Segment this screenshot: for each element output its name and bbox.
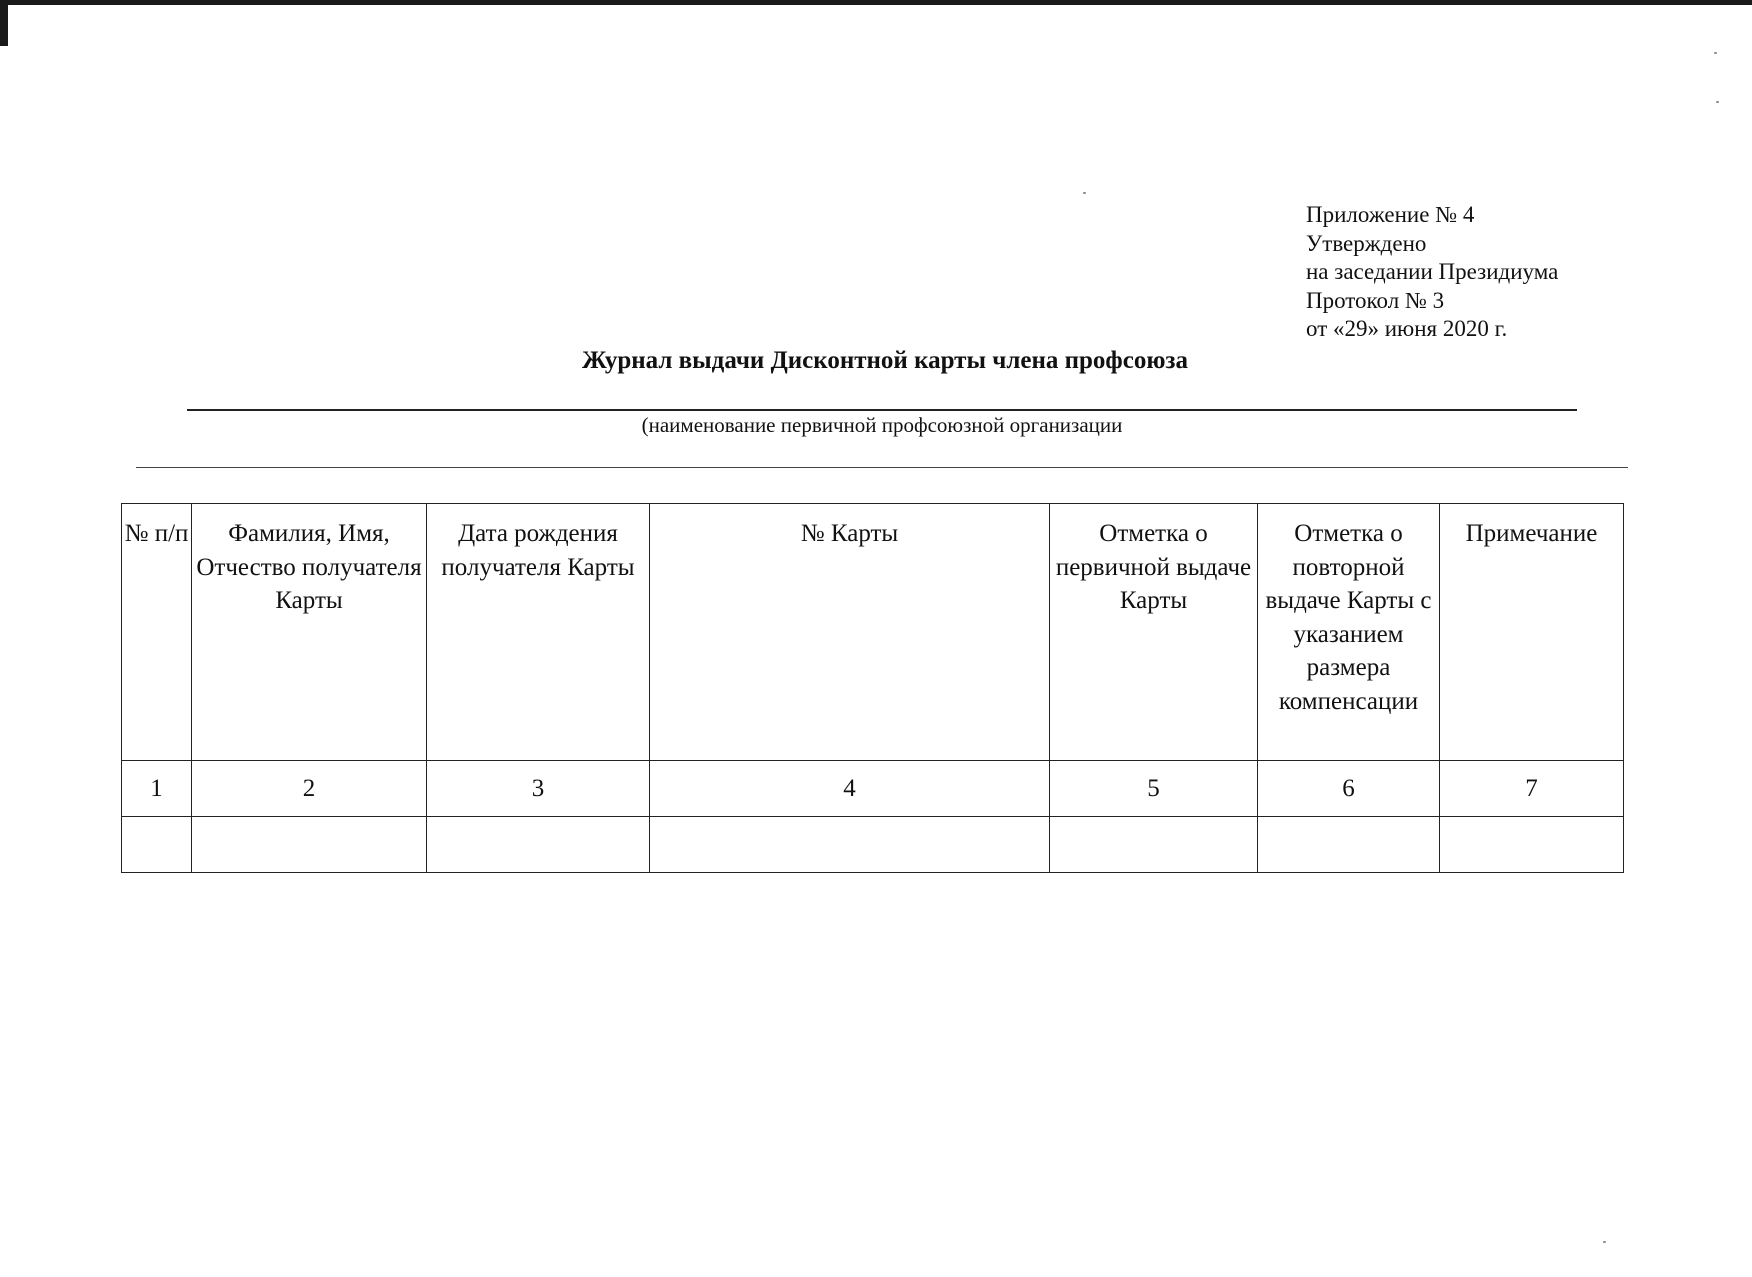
empty-cell (1440, 817, 1624, 873)
scan-speck (1716, 101, 1719, 103)
org-name-caption: (наименование первичной профсоюзной организации (641, 413, 1123, 437)
table-header-row (122, 504, 1624, 761)
column-number: 1 (122, 761, 192, 817)
scan-left-mark (0, 0, 8, 46)
header-note: Примечание (1440, 504, 1624, 761)
scan-speck (1083, 192, 1086, 194)
header-full-name: Фамилия, Имя, Отчество получателя Карты (192, 504, 427, 761)
journal-table (121, 503, 1624, 873)
empty-entry-row (122, 817, 1624, 873)
scan-speck (1714, 52, 1717, 54)
scan-top-edge (0, 0, 1752, 5)
approval-block (1306, 201, 1558, 344)
empty-cell (122, 817, 192, 873)
empty-cell (1050, 817, 1258, 873)
column-number: 3 (427, 761, 650, 817)
column-number: 7 (1440, 761, 1624, 817)
header-first-issue: Отметка о первичной выдаче Карты (1050, 504, 1258, 761)
approval-approved: Утверждено (1306, 230, 1427, 256)
column-number: 4 (650, 761, 1050, 817)
org-name-second-line (136, 467, 1628, 468)
column-numbers-row (122, 761, 1624, 817)
approval-appendix: Приложение № 4 (1306, 202, 1475, 227)
scan-speck (1603, 1241, 1606, 1243)
column-number: 6 (1258, 761, 1440, 817)
org-name-underline (187, 409, 1577, 411)
approval-date: от «29» июня 2020 г. (1306, 316, 1508, 341)
approval-protocol: Протокол № 3 (1306, 287, 1445, 313)
column-number: 2 (192, 761, 427, 817)
header-repeat-issue: Отметка о повторной выдаче Карты с указанием размера компенсации (1258, 504, 1440, 761)
document-title: Журнал выдачи Дисконтной карты члена профсоюза (582, 347, 1188, 374)
header-birth-date: Дата рождения получателя Карты (427, 504, 650, 761)
header-number: № п/п (122, 504, 192, 761)
empty-cell (650, 817, 1050, 873)
empty-cell (427, 817, 650, 873)
approval-meeting: на заседании Президиума (1306, 259, 1559, 284)
column-number: 5 (1050, 761, 1258, 817)
empty-cell (1258, 817, 1440, 873)
header-card-number: № Карты (650, 504, 1050, 761)
empty-cell (192, 817, 427, 873)
